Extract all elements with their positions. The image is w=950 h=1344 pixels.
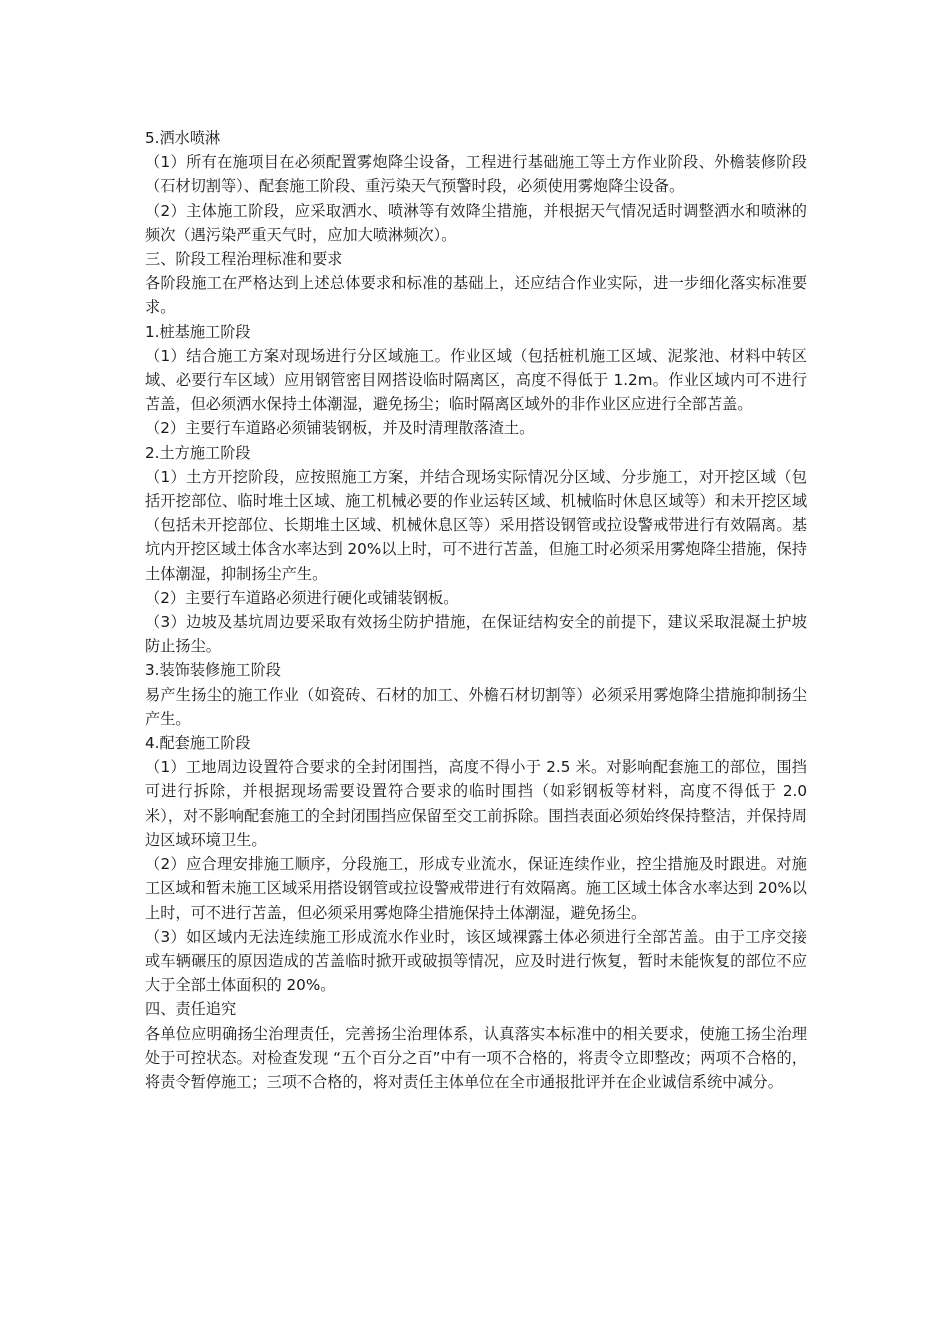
heading-earthwork: 2.土方施工阶段 (145, 443, 251, 462)
paragraph-decoration: 易产生扬尘的施工作业（如瓷砖、石材的加工、外檐石材切割等）必须采用雾炮降尘措施抑制扬尘产生。 (145, 685, 807, 728)
paragraph-earthwork-roads: （2）主要行车道路必须进行硬化或铺装钢板。 (145, 588, 459, 607)
heading-pile-foundation: 1.桩基施工阶段 (145, 322, 251, 341)
heading-section-three: 三、阶段工程治理标准和要求 (145, 250, 343, 269)
paragraph-fog-cannon: （1）所有在施项目在必须配置雾炮降尘设备，工程进行基础施工等土方作业阶段、外檐装修阶段（石材切割等）、配套施工阶段、重污染天气预警时段，必须使用雾炮降尘设备。 (145, 153, 807, 196)
paragraph-earthwork-excavation: （1）土方开挖阶段，应按照施工方案，并结合现场实际情况分区域、分步施工，对开挖区域（包括开挖部位、临时堆土区域、施工机械必要的作业运转区域、机械临时休息区域等）和未开挖区域（包括未开挖部位、长期堆土区域、机械休息区等）采用搭设钢管或拉设警戒带进行有效隔离。基坑内开挖区域土体含水率达到 20%以上时，可不进行苫盖，但施工时必须采用雾炮降尘措施，保持土体潮湿，抑制扬尘产生。 (145, 467, 807, 583)
heading-sprinkling: 5.洒水喷淋 (145, 129, 221, 147)
paragraph-supporting-sequence: （2）应合理安排施工顺序，分段施工，形成专业流水，保证连续作业，控尘措施及时跟进。对施工区域和暂未施工区域采用搭设钢管或拉设警戒带进行有效隔离。施工区域土体含水率达到 20%以上时，可不进行苫盖，但必须采用雾炮降尘措施保持土体潮湿，避免扬尘。 (145, 855, 807, 922)
document-body (145, 126, 807, 1094)
paragraph-supporting-fence: （1）工地周边设置符合要求的全封闭围挡，高度不得小于 2.5 米。对影响配套施工的部位，围挡可进行拆除，并根据现场需要设置符合要求的临时围挡（如彩钢板等材料，高度不得低于 2.0 米），对不影响配套施工的全封闭围挡应保留至交工前拆除。围挡表面必须始终保持整洁，并保持周边区域环境卫生。 (145, 758, 807, 849)
paragraph-pile-roads: （2）主要行车道路必须铺装钢板，并及时清理散落渣土。 (145, 419, 535, 438)
heading-supporting: 4.配套施工阶段 (145, 734, 251, 753)
paragraph-accountability: 各单位应明确扬尘治理责任，完善扬尘治理体系，认真落实本标准中的相关要求，使施工扬尘治理处于可控状态。对检查发现 “五个百分之百”中有一项不合格的，将责令立即整改；两项不合格的，将责令暂停施工；三项不合格的，将对责任主体单位在全市通报批评并在企业诚信系统中减分。 (145, 1024, 807, 1091)
paragraph-supporting-cover: （3）如区域内无法连续施工形成流水作业时，该区域裸露土体必须进行全部苫盖。由于工序交接或车辆碾压的原因造成的苫盖临时掀开或破损等情况，应及时进行恢复，暂时未能恢复的部位不应大于全部土体面积的 20%。 (145, 927, 807, 995)
paragraph-section-three-intro: 各阶段施工在严格达到上述总体要求和标准的基础上，还应结合作业实际，进一步细化落实标准要求。 (145, 274, 807, 317)
paragraph-pile-zoning: （1）结合施工方案对现场进行分区域施工。作业区域（包括桩机施工区域、泥浆池、材料中转区域、必要行车区域）应用钢管密目网搭设临时隔离区，高度不得低于 1.2m。作业区域内可不进行苫盖，但必须洒水保持土体潮湿，避免扬尘；临时隔离区域外的非作业区应进行全部苫盖。 (145, 346, 807, 414)
paragraph-earthwork-slopes: （3）边坡及基坑周边要采取有效扬尘防护措施，在保证结构安全的前提下，建议采取混凝土护坡防止扬尘。 (145, 613, 807, 656)
heading-decoration: 3.装饰装修施工阶段 (145, 661, 281, 680)
heading-section-four: 四、责任追究 (145, 1000, 237, 1019)
paragraph-main-construction-spray: （2）主体施工阶段，应采取洒水、喷淋等有效降尘措施，并根据天气情况适时调整洒水和喷淋的频次（遇污染严重天气时，应加大喷淋频次）。 (145, 201, 807, 244)
